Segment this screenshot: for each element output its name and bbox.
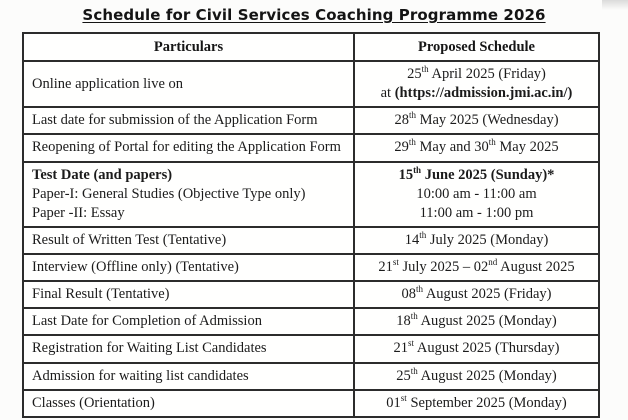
cell-line (32, 339, 345, 358)
text-segment: 11:00 am - 1:00 pm (419, 204, 534, 221)
table-row (23, 227, 599, 254)
table-header-row (23, 33, 599, 61)
text-segment: Admission for waiting list candidates (32, 367, 249, 384)
text-segment: Paper-I: General Studies (Objective Type only) (32, 185, 306, 202)
table-body (23, 61, 599, 417)
cell-line (32, 367, 345, 386)
text-segment: 28th May 2025 (Wednesday) (394, 110, 559, 129)
text-segment: Final Result (Tentative) (32, 286, 170, 303)
cell-line (360, 111, 593, 130)
cell-line (32, 138, 345, 157)
particulars-cell (23, 162, 354, 227)
schedule-cell (354, 227, 599, 254)
cell-line (360, 204, 593, 223)
cell-line (360, 258, 593, 277)
text-segment: Last Date for Completion of Admission (32, 313, 262, 330)
text-segment: 18th August 2025 (Monday) (396, 311, 557, 330)
cell-line (32, 231, 345, 250)
particulars-cell (23, 61, 354, 107)
table-row (23, 335, 599, 362)
text-segment: Reopening of Portal for editing the Application Form (32, 139, 341, 156)
text-segment: Paper -II: Essay (32, 204, 125, 221)
schedule-cell (354, 61, 599, 107)
schedule-table (22, 32, 600, 418)
cell-line (32, 394, 345, 413)
text-segment: Interview (Offline only) (Tentative) (32, 259, 239, 275)
particulars-cell (23, 134, 354, 161)
particulars-cell (23, 363, 354, 390)
table-row (23, 134, 599, 161)
text-segment: Registration for Waiting List Candidates (32, 340, 267, 357)
cell-line (32, 285, 345, 304)
text-segment: at (380, 85, 395, 102)
cell-line (360, 65, 593, 84)
text-segment: Test Date (and papers) (32, 166, 173, 183)
table-header-schedule: Proposed Schedule (354, 33, 599, 61)
schedule-cell (354, 308, 599, 335)
cell-line (360, 166, 593, 185)
cell-line (360, 285, 593, 304)
table-row (23, 363, 599, 390)
text-segment: 08th August 2025 (Friday) (401, 284, 552, 303)
page-title: Schedule for Civil Services Coaching Programme 2026 (82, 6, 546, 24)
cell-line (32, 204, 345, 223)
cell-line (32, 111, 345, 130)
cell-line (32, 185, 345, 204)
table-row (23, 162, 599, 227)
text-segment: Classes (Orientation) (32, 394, 155, 411)
table-row (23, 254, 599, 281)
particulars-cell (23, 281, 354, 308)
text-segment: 25th April 2025 (Friday) (407, 64, 546, 82)
table-row (23, 107, 599, 134)
schedule-cell (354, 162, 599, 227)
schedule-cell (354, 107, 599, 134)
table-row (23, 61, 599, 107)
cell-line (360, 84, 593, 103)
cell-line (32, 166, 345, 185)
schedule-cell (354, 134, 599, 161)
schedule-cell (354, 390, 599, 417)
table-row (23, 390, 599, 417)
text-segment: Result of Written Test (Tentative) (32, 231, 227, 248)
schedule-cell (354, 254, 599, 281)
text-segment: 21st July 2025 – 02nd August 2025 (378, 257, 575, 275)
table-row (23, 308, 599, 335)
text-segment: (https://admission.jmi.ac.in/) (394, 85, 573, 102)
particulars-cell (23, 227, 354, 254)
cell-line (360, 231, 593, 250)
text-segment: Last date for submission of the Application Form (32, 112, 318, 129)
particulars-cell (23, 254, 354, 281)
cell-line (360, 339, 593, 358)
schedule-cell (354, 281, 599, 308)
cell-line (32, 75, 345, 94)
cell-line (360, 185, 593, 204)
cell-line (32, 258, 345, 277)
particulars-cell (23, 107, 354, 134)
text-segment: Online application live on (32, 75, 184, 92)
text-segment: 29th May and 30th May 2025 (394, 137, 559, 156)
text-segment: 01st September 2025 (Monday) (386, 392, 567, 411)
table-row (23, 281, 599, 308)
text-segment: 10:00 am - 11:00 am (416, 185, 537, 202)
cell-line (360, 312, 593, 331)
cell-line (32, 312, 345, 331)
schedule-cell (354, 363, 599, 390)
particulars-cell (23, 390, 354, 417)
text-segment: 14th July 2025 (Monday) (404, 230, 549, 248)
cell-line (360, 367, 593, 386)
text-segment: 21st August 2025 (Thursday) (393, 338, 560, 357)
particulars-cell (23, 335, 354, 362)
cell-line (360, 394, 593, 413)
text-segment: 25th August 2025 (Monday) (396, 365, 557, 384)
table-header-particulars: Particulars (23, 33, 354, 61)
text-segment: 15th June 2025 (Sunday)* (398, 164, 555, 183)
particulars-cell (23, 308, 354, 335)
schedule-cell (354, 335, 599, 362)
cell-line (360, 138, 593, 157)
